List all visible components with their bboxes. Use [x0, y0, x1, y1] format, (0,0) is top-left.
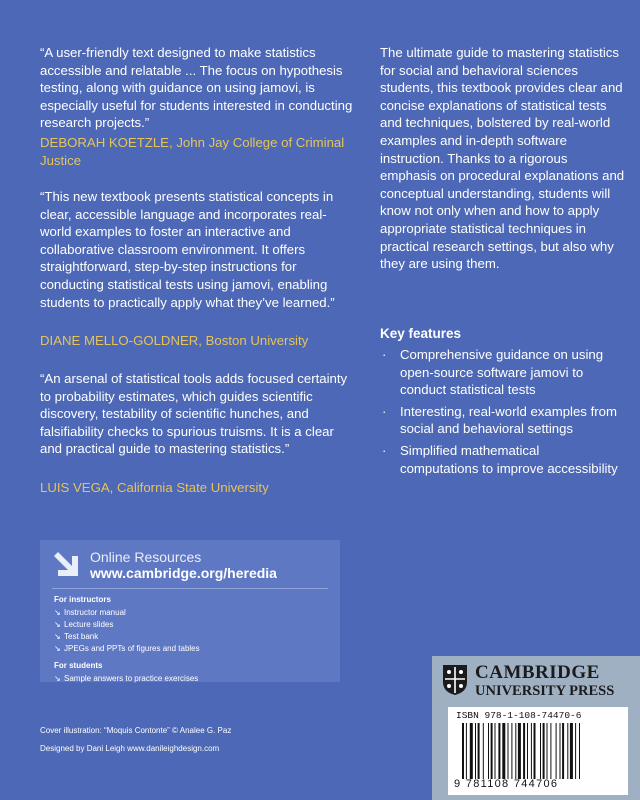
barcode-bar — [523, 723, 525, 779]
barcode-bar — [579, 723, 580, 779]
barcode-bar — [562, 723, 564, 779]
barcode-bar — [560, 723, 561, 779]
review-attribution-2 — [40, 332, 358, 350]
arrow-icon: ↘ — [54, 608, 61, 617]
publisher-subname: UNIVERSITY PRESS — [475, 683, 615, 699]
online-resources-title: Online Resources — [90, 549, 202, 565]
bullet-icon: · — [382, 347, 387, 362]
resource-item: ↘ Sample answers to practice exercises — [54, 674, 199, 683]
barcode-bar — [483, 723, 484, 779]
barcode-bar — [567, 723, 568, 779]
barcode-bar — [543, 723, 545, 779]
instructors-label: For instructors — [54, 595, 111, 604]
divider — [52, 588, 328, 589]
barcode-bar — [531, 723, 532, 779]
bullet-icon: · — [382, 442, 387, 458]
barcode-bar — [515, 723, 516, 779]
barcode-bar — [511, 723, 512, 779]
barcode-bar — [518, 723, 521, 779]
key-feature-item: · Comprehensive guidance on using open-source software jamovi to conduct statistical tests — [382, 347, 604, 398]
reviewer-institution: Boston University — [205, 333, 309, 348]
reviewer-name: DIANE MELLO-GOLDNER, — [40, 333, 202, 348]
bullet-icon: · — [382, 403, 387, 419]
barcode-bar — [550, 723, 551, 779]
barcode-bar — [502, 723, 505, 779]
resource-item: ↘ JPEGs and PPTs of figures and tables — [54, 644, 200, 653]
arrow-icon: ↘ — [54, 674, 61, 683]
barcode-bar — [556, 723, 557, 779]
barcode-bar — [488, 723, 489, 779]
barcode-bar — [462, 723, 464, 779]
barcode-bar — [547, 723, 548, 779]
isbn-text: ISBN 978-1-108-74470-6 — [456, 710, 582, 721]
review-attribution-3 — [40, 479, 358, 497]
barcode-bar — [527, 723, 528, 779]
barcode-bar — [534, 723, 536, 779]
publisher-name: CAMBRIDGE — [475, 662, 600, 683]
resource-item: ↘ Lecture slides — [54, 620, 114, 629]
reviewer-name: DEBORAH KOETZLE, — [40, 135, 173, 150]
review-attribution-1 — [40, 134, 358, 169]
barcode-bar — [491, 723, 493, 779]
barcode-digits: 9 781108 744706 — [454, 778, 559, 790]
students-label: For students — [54, 661, 103, 670]
book-description: The ultimate guide to mastering statistics for social and behavioral sciences students, this textbook provides clear and concise explanations of statistical tests and techniques, bolstered by real-world examples and in-depth software instruction. Thanks to a rigorous emphasis on procedural explanations and conceptual understanding, students will know not only when and how to apply appropriate statistical techniques in practical research settings, but also why they are using them. — [380, 45, 625, 272]
designer-credit: Designed by Dani Leigh www.danileighdesign.com — [40, 744, 220, 753]
barcode-bar — [470, 723, 473, 779]
cambridge-shield-logo — [442, 664, 468, 696]
barcode-bar — [475, 723, 476, 779]
reviewer-institution: John Jay College of Criminal Justice — [40, 135, 345, 168]
barcode-bar — [570, 723, 573, 779]
cover-illustration-credit: Cover illustration: “Moquis Contonte” © Analee G. Paz — [40, 726, 232, 735]
key-feature-item: · Simplified mathematical computations to improve accessibility — [382, 442, 618, 476]
arrow-icon: ↘ — [54, 644, 61, 653]
online-resources-box — [40, 540, 340, 682]
barcode-bar — [508, 723, 509, 779]
resource-item: ↘ Instructor manual — [54, 608, 126, 617]
online-resources-url[interactable]: www.cambridge.org/heredia — [90, 565, 277, 581]
arrow-icon: ↘ — [54, 620, 61, 629]
key-features-list — [380, 346, 620, 481]
review-quote-3: “An arsenal of statistical tools adds focused certainty to probability estimates, which guides scientific discovery, testability of scientific hunches, and falsifiability checks to spurious truisms. It is a clear and practical guide to mastering statistics.” — [40, 371, 348, 457]
barcode-bar — [495, 723, 496, 779]
barcode-bar — [540, 723, 541, 779]
reviewer-name: LUIS VEGA, — [40, 480, 114, 495]
resource-item: ↘ Test bank — [54, 632, 99, 641]
barcode-bar — [498, 723, 500, 779]
barcode-box — [448, 707, 628, 795]
key-features-heading: Key features — [380, 326, 462, 341]
barcode-icon — [462, 723, 620, 779]
review-quote-2: “This new textbook presents statistical concepts in clear, accessible language and incorporates real-world examples to foster an interactive and collaborative classroom environment. It offers straightforward, step-by-step instructions for conducting statistical tests using jamovi, enabling students to practically apply what they’ve learned.” — [40, 189, 335, 310]
barcode-bar — [478, 723, 480, 779]
arrow-icon: ↘ — [54, 632, 61, 641]
barcode-bar — [466, 723, 467, 779]
reviewer-institution: California State University — [116, 480, 269, 495]
arrow-down-right-icon — [52, 550, 80, 578]
review-quote-1: “A user-friendly text designed to make statistics accessible and relatable ... The focus on hypothesis testing, along with guidance on using jamovi, is especially useful for students interested in conducting research projects.” — [40, 45, 353, 131]
barcode-bar — [575, 723, 576, 779]
key-feature-item: · Interesting, real-world examples from social and behavioral settings — [382, 403, 617, 437]
